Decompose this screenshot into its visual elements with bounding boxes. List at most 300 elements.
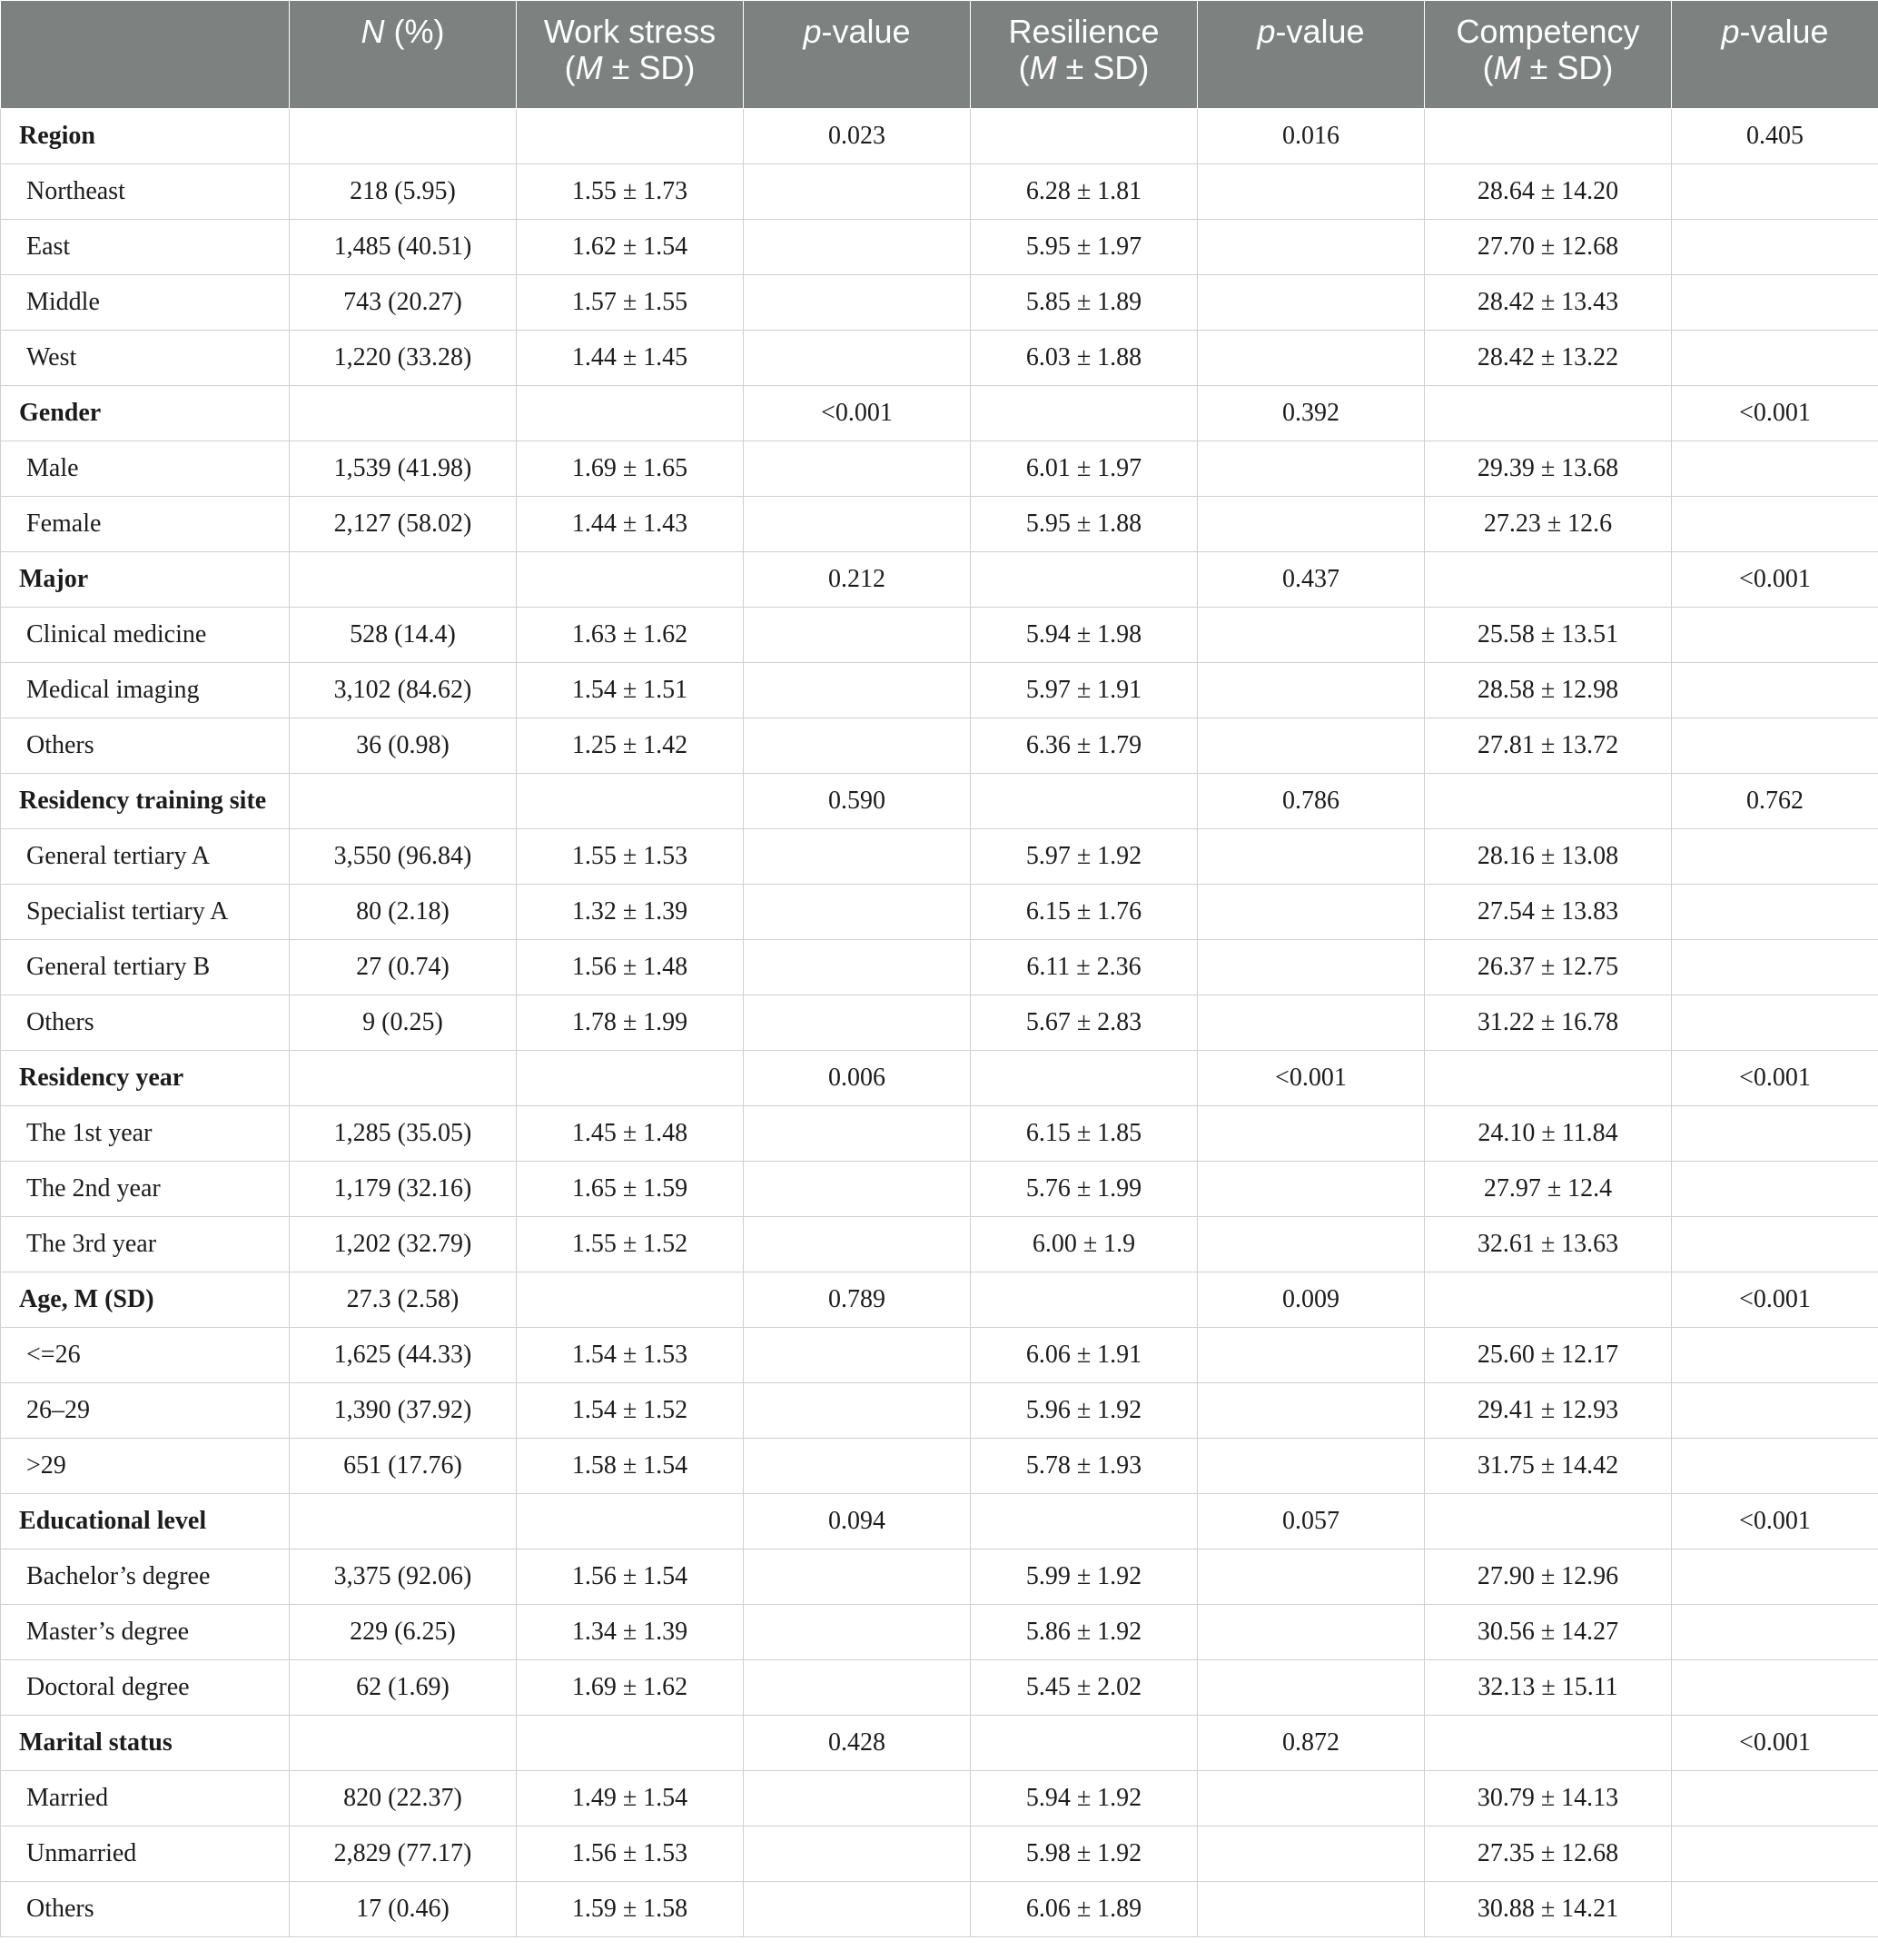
n-percent-cell: 1,539 (41.98)	[290, 441, 517, 497]
resilience-p-cell	[1198, 331, 1425, 386]
row-label: Residency training site	[1, 774, 290, 829]
row-label: Age, M (SD)	[1, 1272, 290, 1328]
n-percent-cell: 743 (20.27)	[290, 275, 517, 331]
resilience-cell: 6.28 ± 1.81	[971, 164, 1198, 220]
competency-cell: 25.58 ± 13.51	[1425, 608, 1672, 663]
competency-p-cell	[1672, 1106, 1878, 1162]
row-label: Female	[1, 497, 290, 552]
resilience-cell: 5.98 ± 1.92	[971, 1826, 1198, 1882]
resilience-cell	[971, 774, 1198, 829]
resilience-cell	[971, 109, 1198, 164]
resilience-cell: 5.85 ± 1.89	[971, 275, 1198, 331]
competency-p-cell	[1672, 220, 1878, 275]
row-label: The 2nd year	[1, 1162, 290, 1217]
competency-p-cell	[1672, 1383, 1878, 1439]
competency-p-cell	[1672, 164, 1878, 220]
table-row	[1, 331, 1878, 386]
work-stress-p-cell	[744, 1549, 971, 1605]
resilience-p-cell	[1198, 1383, 1425, 1439]
resilience-cell: 5.97 ± 1.91	[971, 663, 1198, 718]
competency-p-cell	[1672, 1328, 1878, 1383]
competency-cell: 30.88 ± 14.21	[1425, 1882, 1672, 1937]
group-row	[1, 1051, 1878, 1106]
table-row	[1, 1383, 1878, 1439]
work-stress-cell: 1.44 ± 1.45	[517, 331, 744, 386]
work-stress-cell: 1.25 ± 1.42	[517, 718, 744, 774]
row-label: Others	[1, 995, 290, 1051]
table-row	[1, 1826, 1878, 1882]
competency-cell: 31.22 ± 16.78	[1425, 995, 1672, 1051]
row-label: Region	[1, 109, 290, 164]
row-label: General tertiary A	[1, 829, 290, 885]
competency-cell: 27.70 ± 12.68	[1425, 220, 1672, 275]
work-stress-p-cell	[744, 718, 971, 774]
resilience-p-cell	[1198, 1826, 1425, 1882]
competency-cell	[1425, 1272, 1672, 1328]
competency-cell: 28.58 ± 12.98	[1425, 663, 1672, 718]
work-stress-p-cell	[744, 164, 971, 220]
work-stress-cell	[517, 552, 744, 608]
work-stress-p-cell	[744, 1328, 971, 1383]
n-percent-cell	[290, 1716, 517, 1771]
competency-cell	[1425, 774, 1672, 829]
row-label: >29	[1, 1439, 290, 1494]
n-percent-cell	[290, 109, 517, 164]
table-row	[1, 497, 1878, 552]
table-row	[1, 1882, 1878, 1937]
work-stress-cell	[517, 1494, 744, 1549]
n-percent-cell: 27.3 (2.58)	[290, 1272, 517, 1328]
competency-p-cell	[1672, 1882, 1878, 1937]
work-stress-p-cell	[744, 1605, 971, 1660]
n-percent-cell: 62 (1.69)	[290, 1660, 517, 1716]
resilience-cell: 6.00 ± 1.9	[971, 1217, 1198, 1272]
table-row	[1, 1439, 1878, 1494]
work-stress-p-cell	[744, 1439, 971, 1494]
competency-cell: 25.60 ± 12.17	[1425, 1328, 1672, 1383]
resilience-p-cell	[1198, 663, 1425, 718]
row-label: Others	[1, 1882, 290, 1937]
competency-p-cell	[1672, 441, 1878, 497]
table-row	[1, 885, 1878, 940]
competency-p-cell: <0.001	[1672, 552, 1878, 608]
work-stress-p-cell	[744, 1383, 971, 1439]
work-stress-cell	[517, 109, 744, 164]
competency-cell: 27.81 ± 13.72	[1425, 718, 1672, 774]
work-stress-cell	[517, 1051, 744, 1106]
resilience-p-cell	[1198, 829, 1425, 885]
resilience-cell: 5.99 ± 1.92	[971, 1549, 1198, 1605]
work-stress-cell: 1.59 ± 1.58	[517, 1882, 744, 1937]
resilience-p-cell	[1198, 718, 1425, 774]
group-row	[1, 386, 1878, 441]
n-percent-cell: 80 (2.18)	[290, 885, 517, 940]
work-stress-cell	[517, 1716, 744, 1771]
n-percent-cell: 3,375 (92.06)	[290, 1549, 517, 1605]
resilience-p-cell	[1198, 1328, 1425, 1383]
n-percent-cell: 651 (17.76)	[290, 1439, 517, 1494]
resilience-cell	[971, 386, 1198, 441]
table-row	[1, 1217, 1878, 1272]
competency-cell: 24.10 ± 11.84	[1425, 1106, 1672, 1162]
n-percent-cell: 229 (6.25)	[290, 1605, 517, 1660]
resilience-p-cell	[1198, 1106, 1425, 1162]
table-row	[1, 220, 1878, 275]
competency-p-cell	[1672, 663, 1878, 718]
n-percent-cell: 27 (0.74)	[290, 940, 517, 995]
resilience-cell: 6.15 ± 1.76	[971, 885, 1198, 940]
work-stress-cell: 1.78 ± 1.99	[517, 995, 744, 1051]
n-percent-cell: 9 (0.25)	[290, 995, 517, 1051]
n-percent-cell: 1,179 (32.16)	[290, 1162, 517, 1217]
work-stress-p-cell	[744, 1826, 971, 1882]
row-label: Northeast	[1, 164, 290, 220]
competency-cell	[1425, 109, 1672, 164]
resilience-cell	[971, 1272, 1198, 1328]
work-stress-cell: 1.54 ± 1.51	[517, 663, 744, 718]
table-row	[1, 940, 1878, 995]
competency-p-cell	[1672, 1660, 1878, 1716]
resilience-p-cell: 0.016	[1198, 109, 1425, 164]
competency-cell: 27.23 ± 12.6	[1425, 497, 1672, 552]
competency-p-cell	[1672, 1162, 1878, 1217]
competency-p-cell: <0.001	[1672, 1716, 1878, 1771]
work-stress-p-cell	[744, 1771, 971, 1826]
competency-cell	[1425, 1051, 1672, 1106]
row-label: Major	[1, 552, 290, 608]
competency-p-cell: <0.001	[1672, 1051, 1878, 1106]
resilience-cell: 5.45 ± 2.02	[971, 1660, 1198, 1716]
resilience-p-cell	[1198, 940, 1425, 995]
resilience-p-cell	[1198, 275, 1425, 331]
row-label: Residency year	[1, 1051, 290, 1106]
resilience-p-cell	[1198, 1217, 1425, 1272]
competency-cell: 27.97 ± 12.4	[1425, 1162, 1672, 1217]
resilience-cell	[971, 1494, 1198, 1549]
row-label: General tertiary B	[1, 940, 290, 995]
row-label: Male	[1, 441, 290, 497]
resilience-p-cell: 0.057	[1198, 1494, 1425, 1549]
competency-p-cell	[1672, 1549, 1878, 1605]
work-stress-p-cell: 0.428	[744, 1716, 971, 1771]
row-label: <=26	[1, 1328, 290, 1383]
competency-cell: 32.61 ± 13.63	[1425, 1217, 1672, 1272]
row-label: Married	[1, 1771, 290, 1826]
n-percent-cell: 820 (22.37)	[290, 1771, 517, 1826]
competency-cell: 27.54 ± 13.83	[1425, 885, 1672, 940]
competency-cell	[1425, 1716, 1672, 1771]
n-percent-cell: 17 (0.46)	[290, 1882, 517, 1937]
header-n-percent: N (%)	[290, 1, 517, 109]
work-stress-p-cell: 0.789	[744, 1272, 971, 1328]
table-row	[1, 275, 1878, 331]
resilience-p-cell	[1198, 441, 1425, 497]
resilience-cell: 6.03 ± 1.88	[971, 331, 1198, 386]
row-label: West	[1, 331, 290, 386]
table-row	[1, 164, 1878, 220]
competency-cell: 29.39 ± 13.68	[1425, 441, 1672, 497]
work-stress-p-cell: 0.094	[744, 1494, 971, 1549]
competency-p-cell: <0.001	[1672, 1272, 1878, 1328]
group-row	[1, 1272, 1878, 1328]
resilience-cell: 6.01 ± 1.97	[971, 441, 1198, 497]
n-percent-cell: 1,390 (37.92)	[290, 1383, 517, 1439]
resilience-p-cell	[1198, 1882, 1425, 1937]
work-stress-p-cell	[744, 608, 971, 663]
resilience-p-cell	[1198, 164, 1425, 220]
resilience-cell: 6.11 ± 2.36	[971, 940, 1198, 995]
n-percent-cell: 1,202 (32.79)	[290, 1217, 517, 1272]
competency-cell: 29.41 ± 12.93	[1425, 1383, 1672, 1439]
work-stress-p-cell	[744, 275, 971, 331]
resilience-p-cell	[1198, 497, 1425, 552]
competency-cell	[1425, 1494, 1672, 1549]
competency-p-cell: 0.762	[1672, 774, 1878, 829]
group-row	[1, 1494, 1878, 1549]
work-stress-p-cell	[744, 885, 971, 940]
group-row	[1, 552, 1878, 608]
resilience-cell: 5.67 ± 2.83	[971, 995, 1198, 1051]
header-resilience: Resilience (M ± SD)	[971, 1, 1198, 109]
resilience-cell: 5.94 ± 1.98	[971, 608, 1198, 663]
competency-cell: 30.79 ± 14.13	[1425, 1771, 1672, 1826]
resilience-cell: 6.06 ± 1.91	[971, 1328, 1198, 1383]
work-stress-p-cell	[744, 1162, 971, 1217]
n-percent-cell	[290, 774, 517, 829]
n-percent-cell: 2,829 (77.17)	[290, 1826, 517, 1882]
table-row	[1, 1162, 1878, 1217]
competency-p-cell	[1672, 1771, 1878, 1826]
work-stress-p-cell	[744, 1217, 971, 1272]
table-row	[1, 608, 1878, 663]
resilience-cell: 5.95 ± 1.97	[971, 220, 1198, 275]
competency-cell	[1425, 552, 1672, 608]
work-stress-cell: 1.45 ± 1.48	[517, 1106, 744, 1162]
resilience-p-cell	[1198, 995, 1425, 1051]
table-row	[1, 1106, 1878, 1162]
n-percent-cell	[290, 552, 517, 608]
resilience-p-cell: 0.009	[1198, 1272, 1425, 1328]
work-stress-p-cell: <0.001	[744, 386, 971, 441]
work-stress-p-cell: 0.212	[744, 552, 971, 608]
resilience-p-cell: <0.001	[1198, 1051, 1425, 1106]
work-stress-cell: 1.56 ± 1.53	[517, 1826, 744, 1882]
n-percent-cell	[290, 386, 517, 441]
resilience-p-cell	[1198, 1549, 1425, 1605]
table-row	[1, 1771, 1878, 1826]
row-label: Others	[1, 718, 290, 774]
row-label: 26–29	[1, 1383, 290, 1439]
work-stress-p-cell	[744, 995, 971, 1051]
competency-cell: 28.42 ± 13.43	[1425, 275, 1672, 331]
work-stress-p-cell: 0.023	[744, 109, 971, 164]
competency-cell: 31.75 ± 14.42	[1425, 1439, 1672, 1494]
competency-p-cell: <0.001	[1672, 1494, 1878, 1549]
resilience-p-cell: 0.437	[1198, 552, 1425, 608]
work-stress-cell: 1.55 ± 1.52	[517, 1217, 744, 1272]
work-stress-p-cell	[744, 497, 971, 552]
resilience-p-cell	[1198, 1605, 1425, 1660]
n-percent-cell: 528 (14.4)	[290, 608, 517, 663]
competency-p-cell	[1672, 1439, 1878, 1494]
resilience-cell	[971, 552, 1198, 608]
n-percent-cell: 218 (5.95)	[290, 164, 517, 220]
work-stress-cell: 1.56 ± 1.54	[517, 1549, 744, 1605]
resilience-p-cell	[1198, 1439, 1425, 1494]
work-stress-cell: 1.62 ± 1.54	[517, 220, 744, 275]
table-row	[1, 1549, 1878, 1605]
work-stress-cell: 1.69 ± 1.62	[517, 1660, 744, 1716]
table-row	[1, 663, 1878, 718]
n-percent-cell: 2,127 (58.02)	[290, 497, 517, 552]
row-label: Medical imaging	[1, 663, 290, 718]
work-stress-p-cell	[744, 1106, 971, 1162]
row-label: Middle	[1, 275, 290, 331]
resilience-p-cell	[1198, 608, 1425, 663]
competency-p-cell	[1672, 608, 1878, 663]
resilience-cell: 5.78 ± 1.93	[971, 1439, 1198, 1494]
resilience-cell: 5.94 ± 1.92	[971, 1771, 1198, 1826]
resilience-cell: 5.95 ± 1.88	[971, 497, 1198, 552]
work-stress-p-cell	[744, 1882, 971, 1937]
row-label: Specialist tertiary A	[1, 885, 290, 940]
work-stress-cell: 1.54 ± 1.53	[517, 1328, 744, 1383]
row-label: Bachelor’s degree	[1, 1549, 290, 1605]
resilience-cell: 6.15 ± 1.85	[971, 1106, 1198, 1162]
competency-cell: 27.90 ± 12.96	[1425, 1549, 1672, 1605]
resilience-cell: 6.36 ± 1.79	[971, 718, 1198, 774]
work-stress-cell: 1.44 ± 1.43	[517, 497, 744, 552]
competency-p-cell	[1672, 1826, 1878, 1882]
work-stress-cell: 1.57 ± 1.55	[517, 275, 744, 331]
table-row	[1, 718, 1878, 774]
competency-p-cell	[1672, 829, 1878, 885]
competency-cell: 28.42 ± 13.22	[1425, 331, 1672, 386]
competency-p-cell	[1672, 885, 1878, 940]
row-label: Master’s degree	[1, 1605, 290, 1660]
competency-p-cell: <0.001	[1672, 386, 1878, 441]
table-body	[1, 109, 1878, 1937]
competency-cell	[1425, 386, 1672, 441]
n-percent-cell: 36 (0.98)	[290, 718, 517, 774]
competency-p-cell	[1672, 1605, 1878, 1660]
n-percent-cell: 1,220 (33.28)	[290, 331, 517, 386]
competency-cell: 26.37 ± 12.75	[1425, 940, 1672, 995]
resilience-p-cell	[1198, 1162, 1425, 1217]
n-percent-cell	[290, 1051, 517, 1106]
work-stress-p-cell	[744, 220, 971, 275]
resilience-p-cell: 0.392	[1198, 386, 1425, 441]
row-label: The 3rd year	[1, 1217, 290, 1272]
competency-p-cell	[1672, 1217, 1878, 1272]
resilience-cell: 6.06 ± 1.89	[971, 1882, 1198, 1937]
table-row	[1, 829, 1878, 885]
work-stress-cell: 1.58 ± 1.54	[517, 1439, 744, 1494]
resilience-p-cell	[1198, 1660, 1425, 1716]
resilience-cell: 5.97 ± 1.92	[971, 829, 1198, 885]
row-label: Clinical medicine	[1, 608, 290, 663]
work-stress-p-cell	[744, 940, 971, 995]
table-row	[1, 1660, 1878, 1716]
resilience-p-cell	[1198, 1771, 1425, 1826]
work-stress-p-cell	[744, 1660, 971, 1716]
work-stress-cell: 1.54 ± 1.52	[517, 1383, 744, 1439]
row-label: Marital status	[1, 1716, 290, 1771]
row-label: East	[1, 220, 290, 275]
row-label: Gender	[1, 386, 290, 441]
group-row	[1, 1716, 1878, 1771]
resilience-cell	[971, 1716, 1198, 1771]
work-stress-cell: 1.34 ± 1.39	[517, 1605, 744, 1660]
competency-p-cell	[1672, 497, 1878, 552]
group-row	[1, 774, 1878, 829]
competency-p-cell	[1672, 718, 1878, 774]
resilience-p-cell	[1198, 885, 1425, 940]
competency-p-cell	[1672, 331, 1878, 386]
work-stress-cell	[517, 774, 744, 829]
resilience-p-cell: 0.786	[1198, 774, 1425, 829]
work-stress-p-cell: 0.006	[744, 1051, 971, 1106]
n-percent-cell: 1,625 (44.33)	[290, 1328, 517, 1383]
competency-cell: 28.64 ± 14.20	[1425, 164, 1672, 220]
group-row	[1, 109, 1878, 164]
work-stress-cell	[517, 1272, 744, 1328]
work-stress-cell: 1.32 ± 1.39	[517, 885, 744, 940]
n-percent-cell: 3,102 (84.62)	[290, 663, 517, 718]
work-stress-cell: 1.55 ± 1.53	[517, 829, 744, 885]
work-stress-cell: 1.63 ± 1.62	[517, 608, 744, 663]
table-row	[1, 441, 1878, 497]
header-work-stress: Work stress (M ± SD)	[517, 1, 744, 109]
n-percent-cell: 1,485 (40.51)	[290, 220, 517, 275]
work-stress-cell: 1.49 ± 1.54	[517, 1771, 744, 1826]
table-header	[1, 1, 1878, 109]
competency-p-cell	[1672, 275, 1878, 331]
work-stress-cell	[517, 386, 744, 441]
table-row	[1, 995, 1878, 1051]
header-blank-cell	[1, 1, 290, 109]
competency-p-cell: 0.405	[1672, 109, 1878, 164]
competency-cell: 27.35 ± 12.68	[1425, 1826, 1672, 1882]
work-stress-p-cell	[744, 331, 971, 386]
n-percent-cell	[290, 1494, 517, 1549]
resilience-cell: 5.76 ± 1.99	[971, 1162, 1198, 1217]
row-label: Doctoral degree	[1, 1660, 290, 1716]
table-row	[1, 1328, 1878, 1383]
work-stress-p-cell	[744, 663, 971, 718]
row-label: The 1st year	[1, 1106, 290, 1162]
competency-p-cell	[1672, 940, 1878, 995]
header-p-value-work-stress: p-value	[744, 1, 971, 109]
row-label: Educational level	[1, 1494, 290, 1549]
competency-cell: 28.16 ± 13.08	[1425, 829, 1672, 885]
competency-p-cell	[1672, 995, 1878, 1051]
row-label: Unmarried	[1, 1826, 290, 1882]
n-percent-cell: 1,285 (35.05)	[290, 1106, 517, 1162]
header-p-value-competency: p-value	[1672, 1, 1878, 109]
work-stress-cell: 1.55 ± 1.73	[517, 164, 744, 220]
resilience-cell	[971, 1051, 1198, 1106]
resilience-cell: 5.86 ± 1.92	[971, 1605, 1198, 1660]
work-stress-cell: 1.69 ± 1.65	[517, 441, 744, 497]
resilience-p-cell	[1198, 220, 1425, 275]
n-percent-cell: 3,550 (96.84)	[290, 829, 517, 885]
header-competency: Competency (M ± SD)	[1425, 1, 1672, 109]
header-p-value-resilience: p-value	[1198, 1, 1425, 109]
table-row	[1, 1605, 1878, 1660]
work-stress-p-cell: 0.590	[744, 774, 971, 829]
competency-cell: 30.56 ± 14.27	[1425, 1605, 1672, 1660]
